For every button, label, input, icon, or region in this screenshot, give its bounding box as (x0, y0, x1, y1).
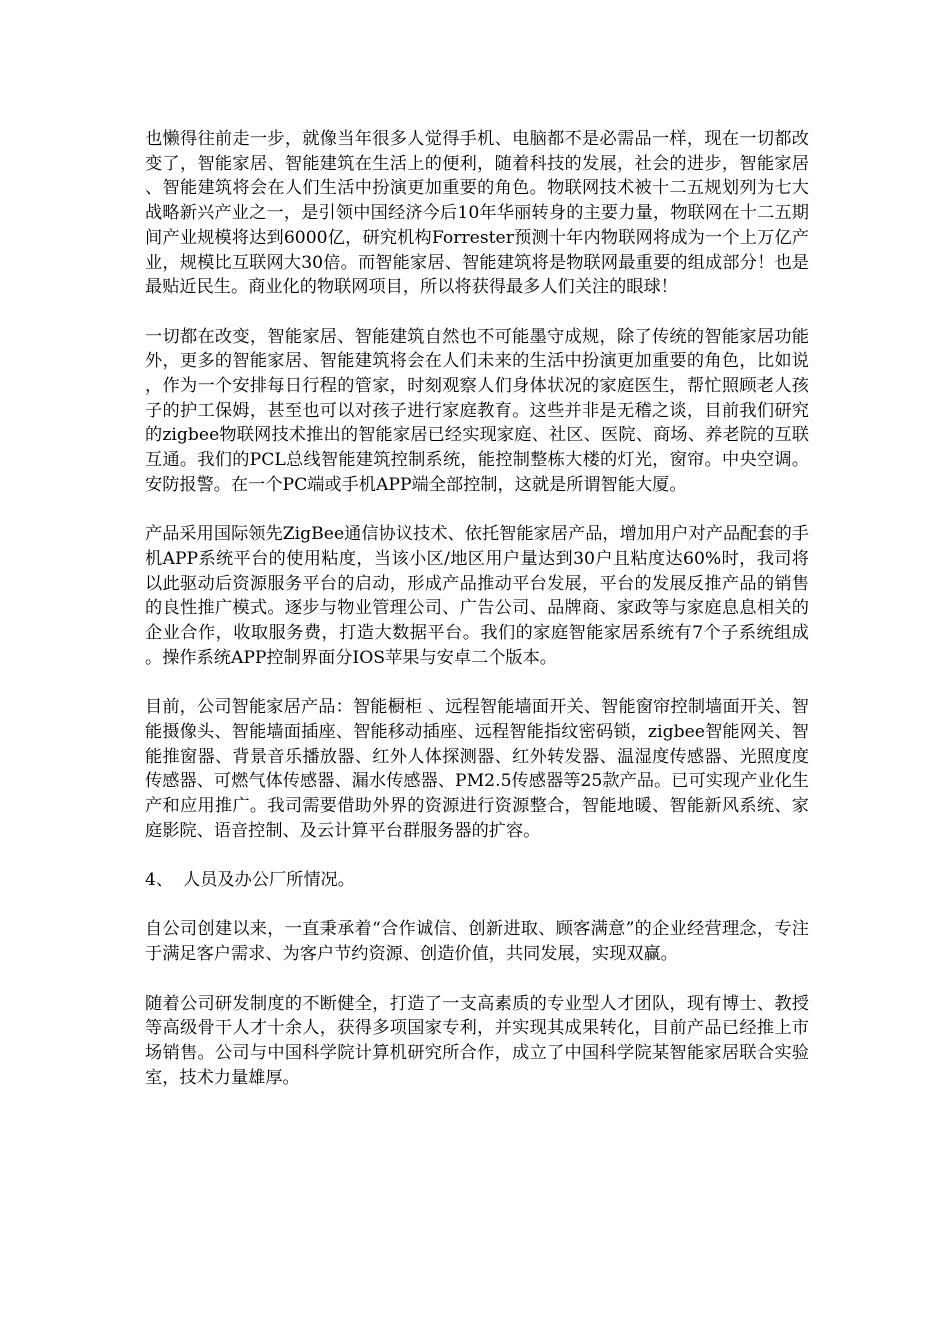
section-title: 人员及办公厂所情况。 (183, 870, 355, 891)
paragraph-smart-home-future: 一切都在改变，智能家居、智能建筑自然也不可能墨守成规，除了传统的智能家居功能外，更多的智能家居、智能建筑将会在人们未来的生活中扮演更加重要的角色，比如说，作为一个安排每日行程的管家，时刻观察人们身体状况的家庭医生，帮忙照顾老人孩子的护工保姆，甚至也可以对孩子进行家庭教育。这些并非是无稽之谈，目前我们研究的zigbee物联网技术推出的智能家居已经实现家庭、社区、医院、商场、养老院的互联互通。我们的PCL总线智能建筑控制系统，能控制整栋大楼的灯光，窗帘。中央空调。安防报警。在一个PC端或手机APP端全部控制，这就是所谓智能大厦。 (145, 326, 809, 495)
paragraph-zigbee-platform: 产品采用国际领先ZigBee通信协议技术、依托智能家居产品，增加用户对产品配套的手机APP系统平台的使用粘度，当该小区/地区用户量达到30户且粘度达60%时，我司将以此驱动后资源服务平台的启动，形成产品推动平台发展，平台的发展反推产品的销售的良性推广模式。逐步与物业管理公司、广告公司、品牌商、家政等与家庭息息相关的企业合作，收取服务费，打造大数据平台。我们的家庭智能家居系统有7个子系统组成。操作系统APP控制界面分IOS苹果与安卓二个版本。 (145, 524, 809, 668)
paragraph-company-philosophy: 自公司创建以来，一直秉承着“合作诚信、创新进取、顾客满意”的企业经营理念，专注于满足客户需求、为客户节约资源、创造价值，共同发展，实现双赢。 (145, 919, 809, 965)
paragraph-rd-team: 随着公司研发制度的不断健全，打造了一支高素质的专业型人才团队，现有博士、教授等高级骨干人才十余人，获得多项国家专利，并实现其成果转化，目前产品已经推上市场销售。公司与中国科学院计算机研究所合作，成立了中国科学院某智能家居联合实验室，技术力量雄厚。 (145, 993, 809, 1088)
paragraph-product-list: 目前，公司智能家居产品：智能橱柜 、远程智能墙面开关、智能窗帘控制墙面开关、智能摄像头、智能墙面插座、智能移动插座、远程智能指纹密码锁，zigbee智能网关、智能推窗器、背景音乐播放器、红外人体探测器、红外转发器、温湿度传感器、光照度度传感器、可燃气体传感器、漏水传感器、PM2.5传感器等25款产品。已可实现产业化生产和应用推广。我司需要借助外界的资源进行资源整合，智能地暖、智能新风系统、家庭影院、语音控制、及云计算平台群服务器的扩容。 (145, 697, 809, 841)
section-number: 4、 (145, 870, 174, 891)
document-page (145, 127, 809, 1090)
section-heading (145, 868, 809, 893)
paragraph-iot-market: 也懒得往前走一步，就像当年很多人觉得手机、电脑都不是必需品一样，现在一切都改变了，智能家居、智能建筑在生活上的便利，随着科技的发展，社会的进步，智能家居、智能建筑将会在人们生活中扮演更加重要的角色。物联网技术被十二五规划列为七大战略新兴产业之一，是引领中国经济今后10年华丽转身的主要力量，物联网在十二五期间产业规模将达到6000亿，研究机构Forrester预测十年内物联网将成为一个上万亿产业，规模比互联网大30倍。而智能家居、智能建筑将是物联网最重要的组成部分！也是最贴近民生。商业化的物联网项目，所以将获得最多人们关注的眼球！ (145, 129, 809, 298)
